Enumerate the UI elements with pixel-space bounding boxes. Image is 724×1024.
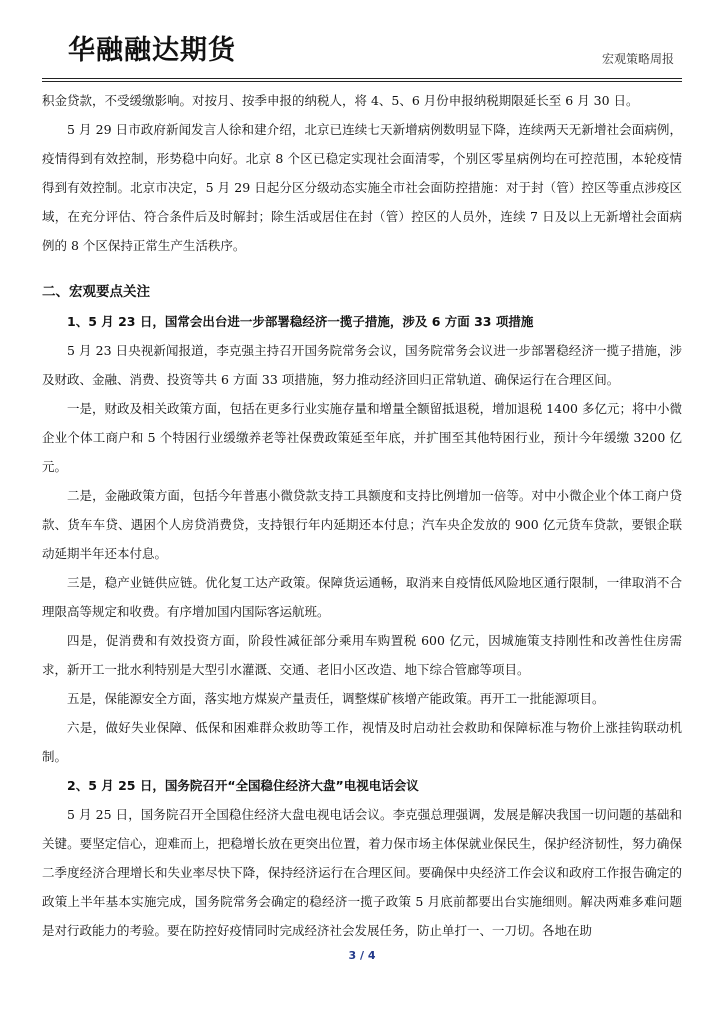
paragraph-financial-policy: 二是，金融政策方面，包括今年普惠小微贷款支持工具额度和支持比例增加一倍等。对中小微企业个体工商户贷款、货车车贷、遇困个人房贷消费贷，支持银行年内延期还本付息；汽车央企发放的 900 亿元货车贷款，要银企联动延期半年还本付息。 xyxy=(42,488,682,561)
page-number: 3 / 4 xyxy=(348,949,376,962)
subsection-heading-2: 2、5 月 25 日，国务院召开“全国稳住经济大盘”电视电话会议 xyxy=(67,778,419,793)
paragraph-fiscal-policy: 一是，财政及相关政策方面，包括在更多行业实施存量和增量全额留抵退税，增加退税 1400 多亿元；将中小微企业个体工商户和 5 个特困行业缓缴养老等社保费政策延至年底，并扩围至其他特困行业，预计今年缓缴 3200 亿元。 xyxy=(42,401,682,474)
paragraph-consumption-investment: 四是，促消费和有效投资方面，阶段性减征部分乘用车购置税 600 亿元，因城施策支持刚性和改善性住房需求，新开工一批水利特别是大型引水灌溉、交通、老旧小区改造、地下综合管廊等项目。 xyxy=(42,633,682,677)
company-logo-text: 华融融达期货 xyxy=(68,35,236,66)
document-body xyxy=(42,86,682,945)
subsection-heading-1: 1、5 月 23 日，国常会出台进一步部署稳经济一揽子措施，涉及 6 方面 33 项措施 xyxy=(67,314,534,329)
paragraph-energy-security: 五是，保能源安全方面，落实地方煤炭产量责任，调整煤矿核增产能政策。再开工一批能源项目。 xyxy=(67,691,605,706)
header-divider-secondary xyxy=(42,81,682,82)
paragraph-social-security: 六是，做好失业保障、低保和困难群众救助等工作，视情及时启动社会救助和保障标准与物价上涨挂钩联动机制。 xyxy=(42,720,682,764)
report-type-label: 宏观策略周报 xyxy=(601,52,674,66)
section-heading-macro-focus: 二、宏观要点关注 xyxy=(42,284,150,300)
paragraph-beijing-epidemic: 5 月 29 日市政府新闻发言人徐和建介绍，北京已连续七天新增病例数明显下降，连续两天无新增社会面病例，疫情得到有效控制，形势稳中向好。北京 8 个区已稳定实现社会面清零，个别区零星病例均在可控范围，本轮疫情得到有效控制。北京市决定，5 月 29 日起分区分级动态实施全市社会面防控措施：对于封（管）控区等重点涉疫区域，在充分评估、符合条件后及时解封；除生活或居住在封（管）控区的人员外，连续 7 日及以上无新增社会面病例的 8 个区保持正常生产生活秩序。 xyxy=(42,122,682,253)
paragraph-state-council-meeting: 5 月 23 日央视新闻报道，李克强主持召开国务院常务会议，国务院常务会议进一步部署稳经济一揽子措施，涉及财政、金融、消费、投资等共 6 方面 33 项措施，努力推动经济回归正常轨道、确保运行在合理区间。 xyxy=(42,343,682,387)
paragraph-teleconference: 5 月 25 日，国务院召开全国稳住经济大盘电视电话会议。李克强总理强调，发展是解决我国一切问题的基础和关键。要坚定信心，迎难而上，把稳增长放在更突出位置，着力保市场主体保就业保民生，保护经济韧性，努力确保二季度经济合理增长和失业率尽快下降，保持经济运行在合理区间。要确保中央经济工作会议和政府工作报告确定的政策上半年基本实施完成，国务院常务会确定的稳经济一揽子政策 5 月底前都要出台实施细则。解决两难多难问题是对行政能力的考验。要在防控好疫情同时完成经济社会发展任务，防止单打一、一刀切。各地在助 xyxy=(42,807,682,938)
header-divider xyxy=(42,78,682,79)
paragraph-continued: 积金贷款，不受缓缴影响。对按月、按季申报的纳税人，将 4、5、6 月份申报纳税期限延长至 6 月 30 日。 xyxy=(42,93,639,108)
page-header xyxy=(42,26,682,80)
paragraph-supply-chain: 三是，稳产业链供应链。优化复工达产政策。保障货运通畅，取消来自疫情低风险地区通行限制，一律取消不合理限高等规定和收费。有序增加国内国际客运航班。 xyxy=(42,575,682,619)
